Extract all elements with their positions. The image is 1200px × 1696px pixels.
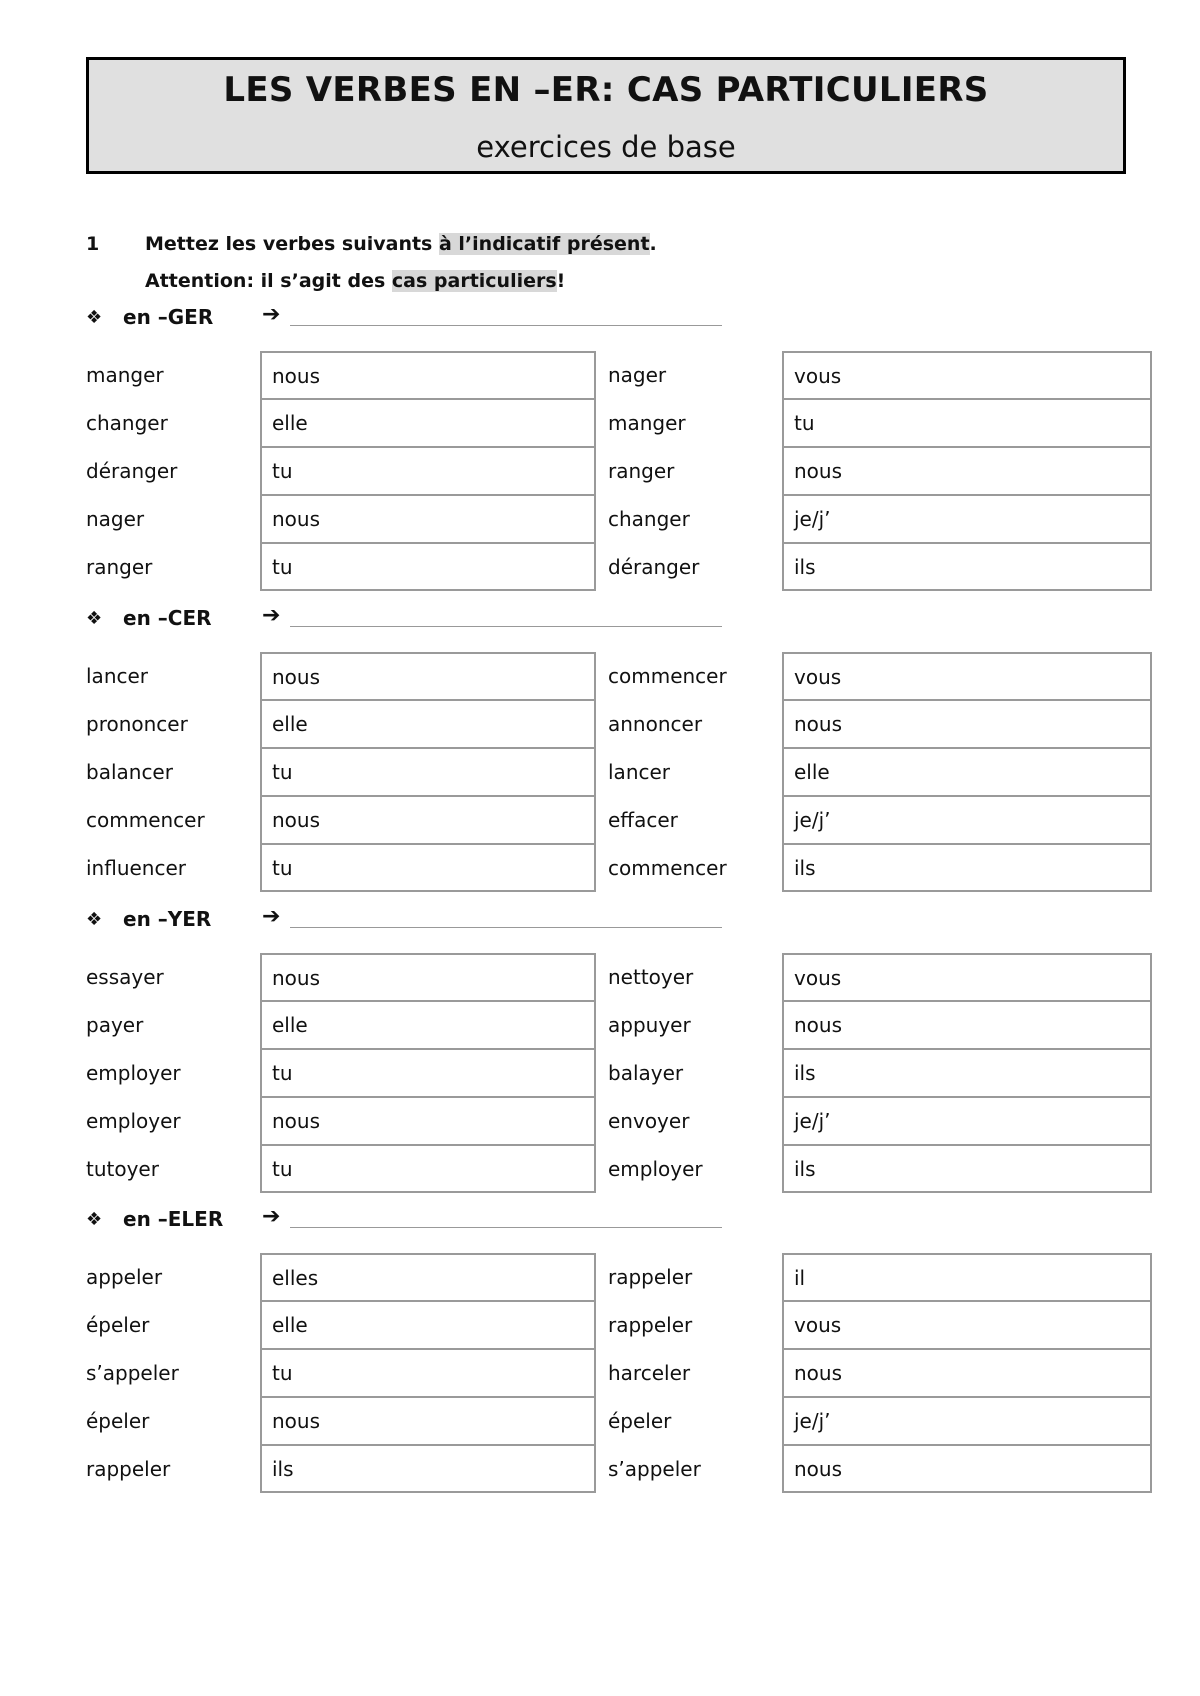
table-row — [86, 1001, 1152, 1049]
answer-field[interactable]: ils — [782, 543, 1152, 591]
answer-field[interactable]: vous — [782, 1301, 1152, 1349]
conjugation-table — [86, 652, 1152, 892]
table-row — [86, 399, 1152, 447]
page-subtitle: exercices de base — [476, 130, 736, 164]
verb-label: payer — [86, 1013, 144, 1037]
verb-label: effacer — [608, 808, 678, 832]
section-label: en –CER — [123, 606, 212, 630]
verb-label: ranger — [86, 555, 153, 579]
verb-label: commencer — [86, 808, 205, 832]
answer-field[interactable]: tu — [260, 1349, 596, 1397]
rule-answer-line[interactable] — [290, 1227, 722, 1228]
verb-label: balancer — [86, 760, 173, 784]
verb-section — [86, 903, 1152, 1193]
answer-field[interactable]: nous — [260, 495, 596, 543]
answer-field[interactable]: je/j’ — [782, 1397, 1152, 1445]
verb-label: déranger — [608, 555, 700, 579]
answer-field[interactable]: je/j’ — [782, 1097, 1152, 1145]
instruction-text: Attention: il s’agit des — [145, 270, 392, 292]
table-row — [86, 351, 1152, 399]
verb-label: influencer — [86, 856, 187, 880]
instruction-text: Mettez les verbes suivants — [145, 233, 439, 255]
verb-label: appuyer — [608, 1013, 691, 1037]
answer-field[interactable]: nous — [260, 1097, 596, 1145]
page-title: LES VERBES EN –ER: CAS PARTICULIERS — [223, 70, 989, 110]
diamond-bullet-icon: ❖ — [86, 307, 103, 328]
verb-label: déranger — [86, 459, 178, 483]
section-label: en –GER — [123, 305, 214, 329]
verb-label: épeler — [608, 1409, 672, 1433]
table-row — [86, 748, 1152, 796]
conjugation-table — [86, 351, 1152, 591]
answer-field[interactable]: ils — [782, 844, 1152, 892]
rule-answer-line[interactable] — [290, 626, 722, 627]
table-row — [86, 447, 1152, 495]
table-row — [86, 953, 1152, 1001]
answer-field[interactable]: ils — [782, 1145, 1152, 1193]
answer-field[interactable]: tu — [260, 1049, 596, 1097]
table-row — [86, 1349, 1152, 1397]
answer-field[interactable]: je/j’ — [782, 495, 1152, 543]
section-header — [86, 301, 1152, 351]
answer-field[interactable]: nous — [260, 1397, 596, 1445]
verb-section — [86, 602, 1152, 892]
section-header — [86, 1203, 1152, 1253]
answer-field[interactable]: tu — [260, 447, 596, 495]
diamond-bullet-icon: ❖ — [86, 1209, 103, 1230]
diamond-bullet-icon: ❖ — [86, 909, 103, 930]
answer-field[interactable]: il — [782, 1253, 1152, 1301]
answer-field[interactable]: vous — [782, 652, 1152, 700]
answer-field[interactable]: elle — [260, 700, 596, 748]
verb-label: rappeler — [86, 1457, 171, 1481]
answer-field[interactable]: nous — [260, 953, 596, 1001]
table-row — [86, 543, 1152, 591]
verb-label: nager — [86, 507, 145, 531]
verb-label: annoncer — [608, 712, 703, 736]
verb-label: tutoyer — [86, 1157, 159, 1181]
answer-field[interactable]: nous — [782, 447, 1152, 495]
verb-label: changer — [86, 411, 168, 435]
answer-field[interactable]: vous — [782, 351, 1152, 399]
table-row — [86, 844, 1152, 892]
verb-label: commencer — [608, 856, 727, 880]
verb-label: s’appeler — [86, 1361, 179, 1385]
verb-label: prononcer — [86, 712, 188, 736]
verb-label: manger — [86, 363, 164, 387]
answer-field[interactable]: nous — [260, 796, 596, 844]
highlight-text: cas particuliers — [391, 270, 557, 292]
section-label: en –YER — [123, 907, 212, 931]
instruction-text: ! — [556, 270, 566, 292]
verb-label: employer — [86, 1061, 181, 1085]
answer-field[interactable]: tu — [260, 1145, 596, 1193]
verb-label: appeler — [86, 1265, 163, 1289]
conjugation-table — [86, 953, 1152, 1193]
verb-label: changer — [608, 507, 690, 531]
answer-field[interactable]: tu — [260, 748, 596, 796]
verb-label: s’appeler — [608, 1457, 701, 1481]
section-label: en –ELER — [123, 1207, 224, 1231]
table-row — [86, 1301, 1152, 1349]
verb-label: harceler — [608, 1361, 691, 1385]
verb-label: nettoyer — [608, 965, 694, 989]
table-row — [86, 1145, 1152, 1193]
section-header — [86, 903, 1152, 953]
verb-label: envoyer — [608, 1109, 690, 1133]
title-box — [86, 57, 1126, 174]
table-row — [86, 700, 1152, 748]
answer-field[interactable]: vous — [782, 953, 1152, 1001]
verb-label: commencer — [608, 664, 727, 688]
answer-field[interactable]: tu — [260, 844, 596, 892]
answer-field[interactable]: elle — [260, 1301, 596, 1349]
highlight-text: à l’indicatif présent — [438, 233, 650, 255]
answer-field[interactable]: nous — [260, 351, 596, 399]
table-row — [86, 1049, 1152, 1097]
arrow-right-icon: ➔ — [262, 302, 281, 327]
verb-label: manger — [608, 411, 686, 435]
answer-field[interactable]: elle — [260, 1001, 596, 1049]
rule-answer-line[interactable] — [290, 927, 722, 928]
verb-label: balayer — [608, 1061, 684, 1085]
exercise-number: 1 — [86, 233, 100, 255]
answer-field[interactable]: elles — [260, 1253, 596, 1301]
verb-label: ranger — [608, 459, 675, 483]
instruction — [86, 230, 1126, 304]
verb-label: lancer — [608, 760, 671, 784]
table-row — [86, 796, 1152, 844]
verb-label: épeler — [86, 1409, 150, 1433]
answer-field[interactable]: elle — [260, 399, 596, 447]
conjugation-table — [86, 1253, 1152, 1493]
verb-label: épeler — [86, 1313, 150, 1337]
verb-label: employer — [608, 1157, 703, 1181]
instruction-text: . — [649, 233, 657, 255]
answer-field[interactable]: je/j’ — [782, 796, 1152, 844]
table-row — [86, 1253, 1152, 1301]
table-row — [86, 1097, 1152, 1145]
table-row — [86, 1445, 1152, 1493]
instruction-line-2 — [86, 267, 1126, 304]
verb-label: rappeler — [608, 1313, 693, 1337]
instruction-line-1 — [86, 230, 1126, 267]
verb-label: rappeler — [608, 1265, 693, 1289]
verb-label: essayer — [86, 965, 164, 989]
verb-label: lancer — [86, 664, 149, 688]
verb-label: nager — [608, 363, 667, 387]
rule-answer-line[interactable] — [290, 325, 722, 326]
table-row — [86, 495, 1152, 543]
answer-field[interactable]: ils — [782, 1049, 1152, 1097]
answer-field[interactable]: nous — [782, 1445, 1152, 1493]
table-row — [86, 1397, 1152, 1445]
section-header — [86, 602, 1152, 652]
answer-field[interactable]: ils — [260, 1445, 596, 1493]
table-row — [86, 652, 1152, 700]
arrow-right-icon: ➔ — [262, 904, 281, 929]
answer-field[interactable]: nous — [260, 652, 596, 700]
verb-section — [86, 1203, 1152, 1493]
answer-field[interactable]: tu — [260, 543, 596, 591]
answer-field[interactable]: nous — [782, 700, 1152, 748]
answer-field[interactable]: elle — [782, 748, 1152, 796]
answer-field[interactable]: tu — [782, 399, 1152, 447]
verb-label: employer — [86, 1109, 181, 1133]
arrow-right-icon: ➔ — [262, 1204, 281, 1229]
answer-field[interactable]: nous — [782, 1349, 1152, 1397]
arrow-right-icon: ➔ — [262, 603, 281, 628]
answer-field[interactable]: nous — [782, 1001, 1152, 1049]
verb-section — [86, 301, 1152, 591]
diamond-bullet-icon: ❖ — [86, 608, 103, 629]
